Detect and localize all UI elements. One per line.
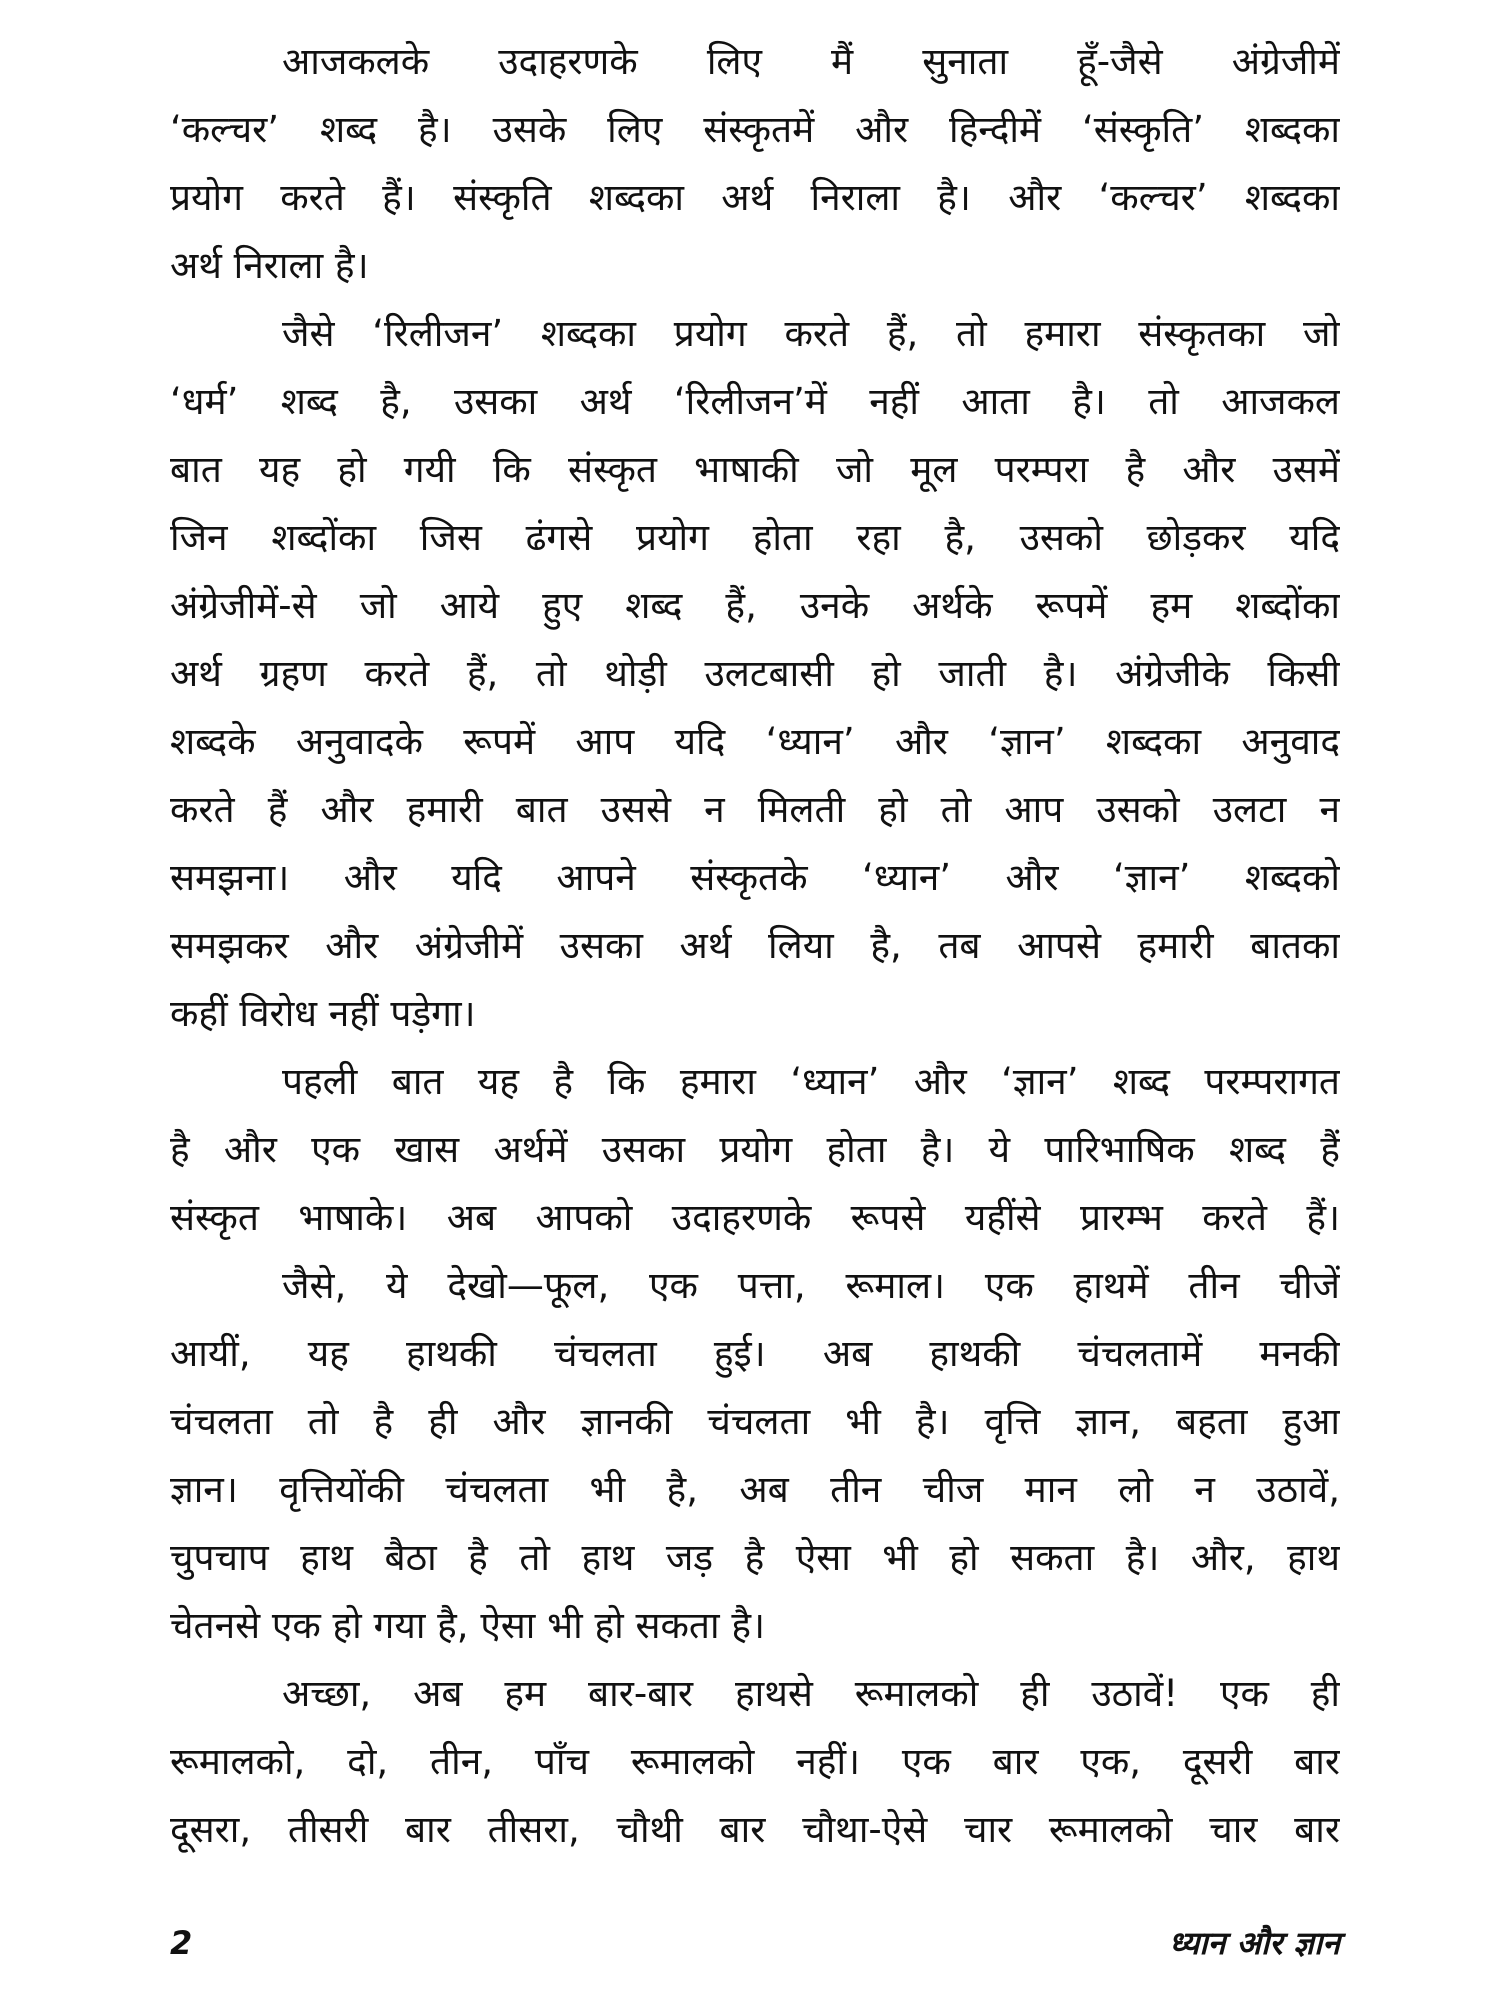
text-line: दूसरा, तीसरी बार तीसरा, चौथी बार चौथा-ऐसे चार रूमालको चार बार [170,1808,1340,1851]
text-line: ‘कल्चर’ शब्द है। उसके लिए संस्कृतमें और हिन्दीमें ‘संस्कृति’ शब्दका [170,108,1340,151]
text-line: आजकलके उदाहरणके लिए मैं सुनाता हूँ-जैसे अंग्रेजीमें [282,40,1340,83]
text-line: समझना। और यदि आपने संस्कृतके ‘ध्यान’ और ‘ज्ञान’ शब्दको [170,856,1340,899]
text-line: रूमालको, दो, तीन, पाँच रूमालको नहीं। एक बार एक, दूसरी बार [170,1740,1340,1783]
text-line: चेतनसे एक हो गया है, ऐसा भी हो सकता है। [170,1604,766,1647]
text-line: संस्कृत भाषाके। अब आपको उदाहरणके रूपसे यहींसे प्रारम्भ करते हैं। [170,1196,1340,1239]
text-line: है और एक खास अर्थमें उसका प्रयोग होता है। ये पारिभाषिक शब्द हैं [170,1128,1340,1171]
text-line: अच्छा, अब हम बार-बार हाथसे रूमालको ही उठावें! एक ही [282,1672,1340,1715]
page-number: 2 [170,1924,193,1962]
text-line: कहीं विरोध नहीं पड़ेगा। [170,992,476,1035]
text-line: करते हैं और हमारी बात उससे न मिलती हो तो आप उसको उलटा न [170,788,1340,831]
text-line: पहली बात यह है कि हमारा ‘ध्यान’ और ‘ज्ञान’ शब्द परम्परागत [282,1060,1340,1103]
text-line: जैसे, ये देखो—फूल, एक पत्ता, रूमाल। एक हाथमें तीन चीजें [282,1264,1340,1307]
book-title: ध्यान और ज्ञान [1168,1924,1340,1962]
page-footer [170,1918,1340,1968]
book-page [170,18,1340,1978]
text-line: अर्थ ग्रहण करते हैं, तो थोड़ी उलटबासी हो जाती है। अंग्रेजीके किसी [170,652,1340,695]
text-line: चंचलता तो है ही और ज्ञानकी चंचलता भी है। वृत्ति ज्ञान, बहता हुआ [170,1400,1340,1443]
text-line: अर्थ निराला है। [170,244,369,287]
text-line: समझकर और अंग्रेजीमें उसका अर्थ लिया है, तब आपसे हमारी बातका [170,924,1340,967]
text-line: जिन शब्दोंका जिस ढंगसे प्रयोग होता रहा है, उसको छोड़कर यदि [170,516,1340,559]
text-line: ‘धर्म’ शब्द है, उसका अर्थ ‘रिलीजन’में नहीं आता है। तो आजकल [170,380,1340,423]
text-line: अंग्रेजीमें-से जो आये हुए शब्द हैं, उनके अर्थके रूपमें हम शब्दोंका [170,584,1340,627]
text-line: चुपचाप हाथ बैठा है तो हाथ जड़ है ऐसा भी हो सकता है। और, हाथ [170,1536,1340,1579]
text-line: शब्दके अनुवादके रूपमें आप यदि ‘ध्यान’ और ‘ज्ञान’ शब्दका अनुवाद [170,720,1340,763]
text-line: बात यह हो गयी कि संस्कृत भाषाकी जो मूल परम्परा है और उसमें [170,448,1340,491]
text-line: प्रयोग करते हैं। संस्कृति शब्दका अर्थ निराला है। और ‘कल्चर’ शब्दका [170,176,1340,219]
text-line: जैसे ‘रिलीजन’ शब्दका प्रयोग करते हैं, तो हमारा संस्कृतका जो [282,312,1340,355]
text-line: ज्ञान। वृत्तियोंकी चंचलता भी है, अब तीन चीज मान लो न उठावें, [170,1468,1340,1511]
text-line: आयीं, यह हाथकी चंचलता हुई। अब हाथकी चंचलतामें मनकी [170,1332,1340,1375]
